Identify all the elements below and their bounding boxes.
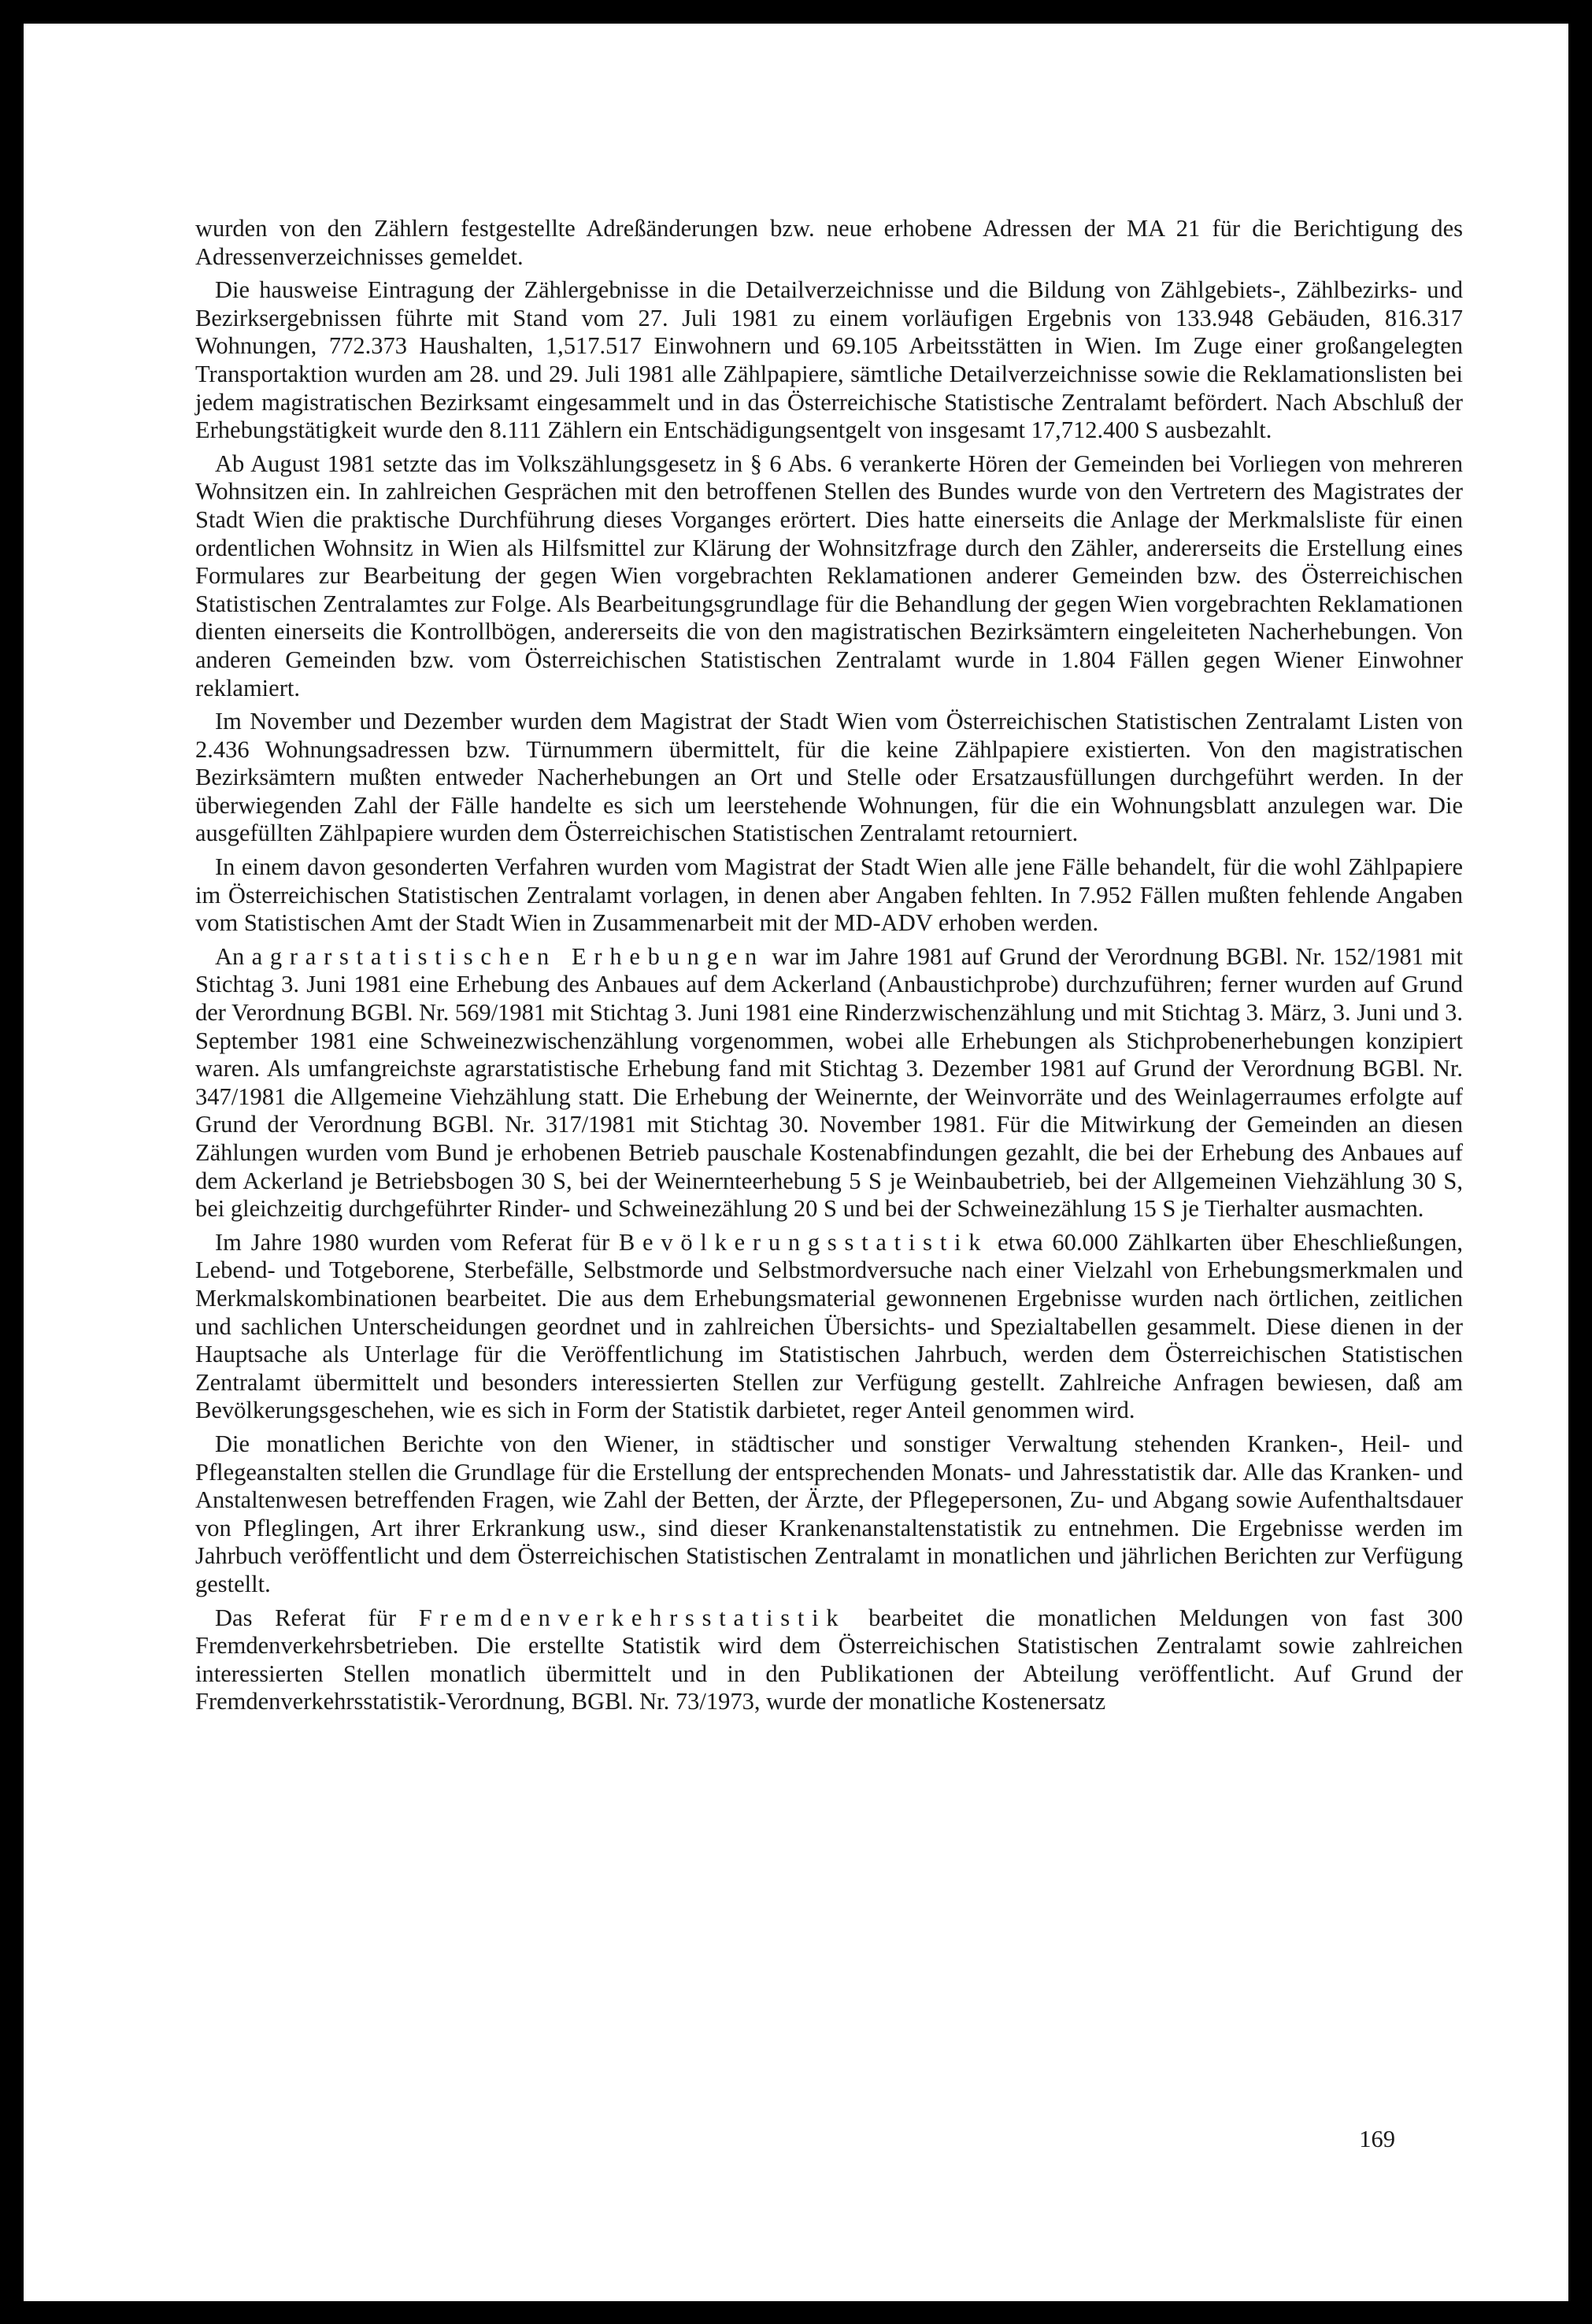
paragraph-rest: etwa 60.000 Zählkarten über Eheschließungen, Lebend- und Totgeborene, Sterbefälle, Selbstmorde und Selbstmordversuche nach einer Vielzahl von Erhebungsmerkmalen und Merkmalskombinationen bearbeitet. Die aus dem Erhebungsmaterial gewonnenen Ergebnisse wurden nach örtlichen, zeitlichen und sachlichen Unterscheidungen geordnet und in zahlreichen Übersichts- und Spezialtabellen gesammelt. Diese dienen in der Hauptsache als Unterlage für die Veröffentlichung im Statistischen Jahrbuch, werden dem Österreichischen Statistischen Zentralamt übermittelt und besonders interessierten Stellen zur Verfügung gestellt. Zahlreiche Anfragen bewiesen, daß am Bevölkerungsgeschehen, wie es sich in Form der Statistik darbietet, reger Anteil genommen wird. [195, 1228, 1464, 1424]
paragraph-population-statistics [195, 1229, 1463, 1425]
paragraph-separate-procedure: In einem davon gesonderten Verfahren wurden vom Magistrat der Stadt Wien alle jene Fälle behandelt, für die wohl Zählpapiere im Österreichischen Statistischen Zentralamt vorlagen, in denen aber Angaben fehlten. In 7.952 Fällen mußten fehlende Angaben vom Statistischen Amt der Stadt Wien in Zusammenarbeit mit der MD-ADV erhoben werden. [195, 853, 1463, 937]
paragraph-lead: Das Referat für [215, 1604, 419, 1631]
paragraph-lead: An [215, 942, 252, 970]
paragraph-preliminary-results: Die hausweise Eintragung der Zählergebnisse in die Detailverzeichnisse und die Bildung von Zählgebiets-, Zählbezirks- und Bezirksergebnissen führte mit Stand vom 27. Juli 1981 zu einem vorläufigen Ergebnis von 133.948 Gebäuden, 816.317 Wohnungen, 772.373 Haushalten, 1,517.517 Einwohnern und 69.105 Arbeitsstätten in Wien. Im Zuge einer großangelegten Transportaktion wurden am 28. und 29. Juli 1981 alle Zählpapiere, sämtliche Detailverzeichnisse sowie die Reklamationslisten bei jedem magistratischen Bezirksamt eingesammelt und in das Österreichische Statistische Zentralamt befördert. Nach Abschluß der Erhebungstätigkeit wurde den 8.111 Zählern ein Entschädigungsentgelt von insgesamt 17,712.400 S ausbezahlt. [195, 276, 1463, 444]
paragraph-rest: bearbeitet die monatlichen Meldungen von fast 300 Fremdenverkehrsbetrieben. Die erstellte Statistik wird dem Österreichischen Statistischen Zentralamt sowie zahlreichen interessierten Stellen monatlich übermittelt und in den Publikationen der Abteilung veröffentlicht. Auf Grund der Fremdenverkehrsstatistik-Verordnung, BGBl. Nr. 73/1973, wurde der monatliche Kostenersatz [195, 1604, 1463, 1715]
paragraph-agricultural-surveys [195, 943, 1463, 1223]
spaced-term-fremdenverkehrsstatistik: Fremdenverkehrsstatistik [418, 1604, 846, 1631]
paragraph-missing-papers: Im November und Dezember wurden dem Magistrat der Stadt Wien vom Österreichischen Statistischen Zentralamt Listen von 2.436 Wohnungsadressen bzw. Türnummern übermittelt, für die keine Zählpapiere existierten. Von den magistratischen Bezirksämtern mußten entweder Nacherhebungen an Ort und Stelle oder Ersatzausfüllungen durchgeführt werden. In der überwiegenden Zahl der Fälle handelte es sich um leerstehende Wohnungen, für die ein Wohnungsblatt anzulegen war. Die ausgefüllten Zählpapiere wurden dem Österreichischen Statistischen Zentralamt retourniert. [195, 708, 1463, 847]
page-number: 169 [1359, 2126, 1395, 2152]
spaced-term-bevoelkerungsstatistik: Bevölkerungsstatistik [618, 1228, 989, 1256]
spaced-term-agrarstatistik: agrarstatistischen Erhebungen [251, 942, 765, 970]
paragraph-tourism-statistics [195, 1604, 1463, 1716]
paragraph-lead: Im Jahre 1980 wurden vom Referat für [215, 1228, 619, 1256]
paragraph-hospital-statistics: Die monatlichen Berichte von den Wiener, in städtischer und sonstiger Verwaltung stehenden Kranken-, Heil- und Pflegeanstalten stellen die Grundlage für die Erstellung der entsprechenden Monats- und Jahresstatistik dar. Alle das Kranken- und Anstaltenwesen betreffenden Fragen, wie Zahl der Betten, der Ärzte, der Pflegepersonen, Zu- und Abgang sowie Aufenthaltsdauer von Pfleglingen, Art ihrer Erkrankung usw., sind dieser Krankenanstaltenstatistik zu entnehmen. Die Ergebnisse werden im Jahrbuch veröffentlicht und dem Österreichischen Statistischen Zentralamt in monatlichen und jährlichen Berichten zur Verfügung gestellt. [195, 1430, 1463, 1597]
body-text [195, 215, 1463, 1722]
document-page [24, 24, 1568, 2301]
paragraph-residence-hearing: Ab August 1981 setzte das im Volkszählungsgesetz in § 6 Abs. 6 verankerte Hören der Gemeinden bei Vorliegen von mehreren Wohnsitzen ein. In zahlreichen Gesprächen mit den betroffenen Stellen des Bundes wurde von den Vertretern des Magistrates der Stadt Wien die praktische Durchführung dieses Vorganges erörtert. Dies hatte einerseits die Anlage der Merkmalsliste für einen ordentlichen Wohnsitz in Wien als Hilfsmittel zur Klärung der Wohnsitzfrage durch den Zähler, andererseits die Erstellung eines Formulares zur Bearbeitung der gegen Wien vorgebrachten Reklamationen anderer Gemeinden bzw. des Österreichischen Statistischen Zentralamtes zur Folge. Als Bearbeitungsgrundlage für die Behandlung der gegen Wien vorgebrachten Reklamationen dienten einerseits die Kontrollbögen, andererseits die von den magistratischen Bezirksämtern eingeleiteten Nacherhebungen. Von anderen Gemeinden bzw. vom Österreichischen Statistischen Zentralamt wurde in 1.804 Fällen gegen Wiener Einwohner reklamiert. [195, 450, 1463, 701]
paragraph-rest: war im Jahre 1981 auf Grund der Verordnung BGBl. Nr. 152/1981 mit Stichtag 3. Juni 1981 eine Erhebung des Anbaues auf dem Ackerland (Anbaustichprobe) durchzuführen; ferner wurden auf Grund der Verordnung BGBl. Nr. 569/1981 mit Stichtag 3. Juni 1981 eine Rinderzwischenzählung und mit Stichtag 3. März, 3. Juni und 3. September 1981 eine Schweinezwischenzählung vorgenommen, wobei alle Erhebungen als Stichprobenerhebungen konzipiert waren. Als umfangreichste agrarstatistische Erhebung fand mit Stichtag 3. Dezember 1981 auf Grund der Verordnung BGBl. Nr. 347/1981 die Allgemeine Viehzählung statt. Die Erhebung der Weinernte, der Weinvorräte und des Weinlagerraumes erfolgte auf Grund der Verordnung BGBl. Nr. 317/1981 mit Stichtag 30. November 1981. Für die Mitwirkung der Gemeinden an diesen Zählungen wurden vom Bund je erhobenen Betrieb pauschale Kostenabfindungen gezahlt, die bei der Erhebung des Anbaues auf dem Ackerland je Betriebsbogen 30 S, bei der Weinernteerhebung 5 S je Weinbaubetrieb, bei der Allgemeinen Viehzählung 30 S, bei gleichzeitig durchgeführter Rinder- und Schweinezählung 20 S und bei der Schweinezählung 15 S je Tierhalter ausmachten. [195, 942, 1463, 1223]
paragraph-address-changes: wurden von den Zählern festgestellte Adreßänderungen bzw. neue erhobene Adressen der MA 21 für die Berichtigung des Adressenverzeichnisses gemeldet. [195, 215, 1463, 270]
